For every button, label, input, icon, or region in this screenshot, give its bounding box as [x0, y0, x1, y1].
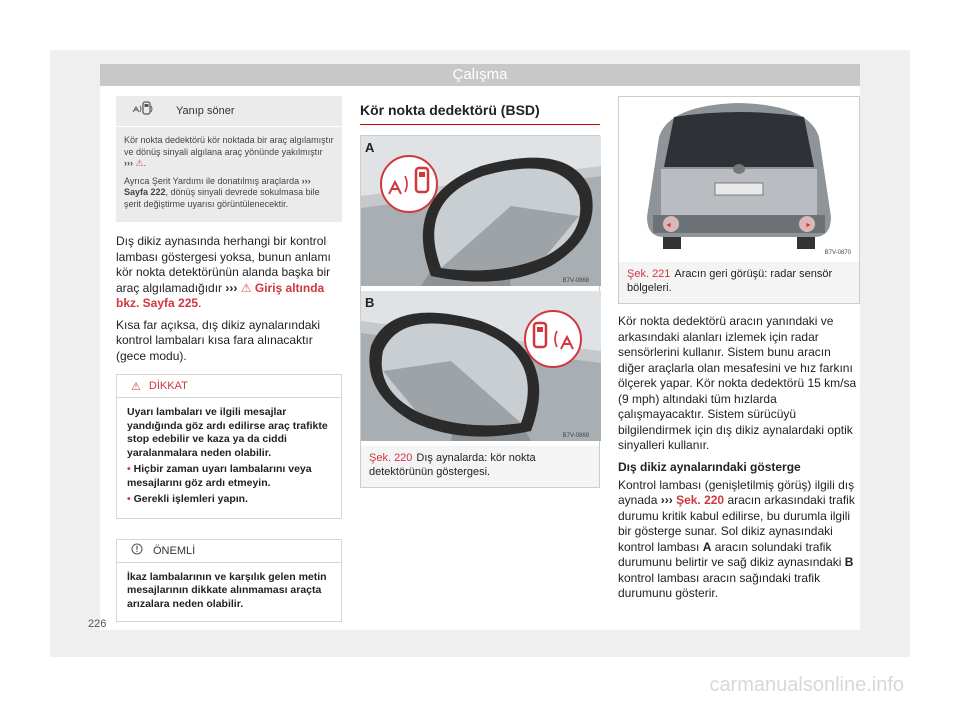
- p2-c: aracın solundaki trafik durumunu belirtir ve sağ dikiz aynasındaki: [618, 539, 842, 569]
- figure-code-b: B7V-0869: [562, 433, 589, 439]
- warning-text: Uyarı lambaları ve ilgili mesajlar yandığında göz ardı edilirse araç trafikte stop edebilir ve kaza ya da ciddi yaralanmalara neden olabilir.: [127, 406, 328, 459]
- telltale-text-2b: , dönüş sinyali devrede sokulmasa bile şerit değiştirme uyarısı görüntülenecektir.: [124, 187, 320, 209]
- warning-bullet-1: Hiçbir zaman uyarı lambalarını veya mesajlarını göz ardı etmeyin.: [127, 463, 312, 489]
- figure-code: B7V-0870: [824, 250, 851, 256]
- warning-bullet-2: Gerekli işlemleri yapın.: [133, 493, 249, 505]
- p2-b: aracın arkasındaki trafik durumu kritik kabul edilirse, bu durumla ilgili bir gösterge sunar. Sol dikiz aynasındaki kontrol lambası: [618, 493, 855, 554]
- arrow-link: ›››: [660, 493, 673, 507]
- subheading: Dış dikiz aynalarındaki gösterge: [618, 459, 801, 474]
- page-reference[interactable]: Giriş altında bkz. Sayfa 225: [116, 280, 325, 310]
- figure-220-image-b: [361, 291, 599, 446]
- figure-ref: Şek. 220: [369, 452, 413, 464]
- page-reference[interactable]: Sayfa 222: [124, 187, 166, 197]
- note-box: [116, 539, 342, 623]
- left-column: [116, 96, 342, 622]
- figure-label-b: B: [365, 295, 375, 310]
- telltale-description: Kör nokta dedektörü kör noktada bir araç algılamıştır ve dönüş sinyali algılana araç yönünde yakılmıştır ››› ⚠. Ayrıca Şerit Yardımı ile donatılmış araçlarda ››› Sayfa 222, dönüş sinyali devrede sokulmasa bile şerit değiştirme uyarısı görüntülenecektir.: [124, 135, 334, 209]
- warning-triangle-icon: ⚠: [131, 380, 141, 393]
- p2-d: kontrol lambası aracın sağındaki trafik durumunu gösterir.: [618, 570, 821, 600]
- telltale-label: Yanıp söner: [176, 105, 235, 117]
- svg-text:►: ►: [805, 222, 812, 229]
- telltale-text-2a: Ayrıca Şerit Yardımı ile donatılmış araçlarda: [124, 175, 300, 186]
- label-b: B: [844, 555, 854, 569]
- caption-text: Aracın geri görüşü: radar sensör bölgeleri.: [627, 268, 833, 294]
- paragraph-2: Kısa far açıksa, dış dikiz aynalarındaki kontrol lambaları kısa fara alınacaktır (gece modu).: [116, 317, 321, 363]
- figure-label-a: A: [365, 140, 375, 155]
- warning-title: DİKKAT: [148, 380, 188, 392]
- mirror-image-b: [361, 291, 601, 441]
- warning-box: [116, 374, 342, 519]
- blind-spot-indicator-icon: [130, 101, 156, 122]
- page-number: 226: [88, 618, 107, 630]
- figure-220: [360, 135, 600, 488]
- warning-header: [117, 375, 341, 398]
- figure-reference[interactable]: Şek. 220: [676, 493, 725, 507]
- watermark: carmanualsonline.info: [709, 674, 904, 696]
- period: .: [198, 296, 202, 310]
- note-title: ÖNEMLİ: [153, 544, 196, 557]
- figure-221-caption: [619, 262, 859, 303]
- warning-triangle-icon: ⚠: [240, 280, 252, 295]
- section-title: Kör nokta dedektörü (BSD): [360, 96, 600, 125]
- note-text: İkaz lambalarının ve karşılık gelen metin mesajlarının dikkate alınmaması araçta arızalara neden olabilir.: [127, 570, 327, 610]
- figure-220-image-a: [361, 136, 599, 291]
- figure-220-caption: [361, 446, 599, 487]
- mirror-image-a: [361, 136, 601, 286]
- telltale-text-1: Kör nokta dedektörü kör noktada bir araç algılamıştır ve dönüş sinyali algılana araç yönünde yakılmıştır: [124, 135, 334, 157]
- arrow-link: ›››: [225, 280, 238, 295]
- right-column: [618, 96, 860, 608]
- telltale-box: [116, 96, 342, 222]
- caption-text: Dış aynalarda: kör nokta detektörünün göstergesi.: [369, 452, 536, 478]
- warning-body: [117, 398, 341, 518]
- p2-a: Kontrol lambası (genişletilmiş görüş) ilgili dış aynada: [618, 477, 855, 507]
- bullet-icon: •: [127, 463, 131, 475]
- figure-code-a: B7V-0868: [562, 278, 589, 284]
- arrow-link: ›››: [301, 175, 311, 186]
- note-header: [117, 540, 341, 563]
- paragraph-bsd: Kör nokta dedektörü aracın yanındaki ve arkasındaki alanları izlemek için radar sensörlerini kullanır. Sistem bunu aracın diğer araçlarla olan mesafesini ve hız farkını ölçerek yapar. Kör nokta dedektörü 15 km/sa (9 mph) altındaki tüm hızlarda çalışmayacaktır. Sistem sürücüyü bilgilendirmek için dış dikiz aynalardaki optik sinyalleri kullanır.: [618, 314, 857, 452]
- warning-triangle-icon: ⚠: [135, 158, 144, 168]
- car-rear-image: [619, 97, 859, 257]
- paragraph-1: Dış dikiz aynasında herhangi bir kontrol lambası göstergesi yoksa, bunun anlamı kör nokta detektörünün alanda başka bir araç algılamadığıdır: [116, 234, 331, 295]
- svg-text:◄: ◄: [665, 222, 672, 229]
- body-text-1: [116, 234, 342, 364]
- figure-ref: Şek. 221: [627, 268, 671, 280]
- info-circle-icon: [131, 543, 143, 558]
- arrow-link: ›››: [124, 158, 133, 168]
- figure-221: [618, 96, 860, 304]
- bullet-icon: •: [127, 493, 131, 505]
- label-a: A: [702, 539, 712, 554]
- telltale-header: [116, 96, 342, 127]
- chapter-header: Çalışma: [100, 64, 860, 86]
- middle-column: [360, 96, 600, 488]
- body-text-3: [618, 314, 860, 602]
